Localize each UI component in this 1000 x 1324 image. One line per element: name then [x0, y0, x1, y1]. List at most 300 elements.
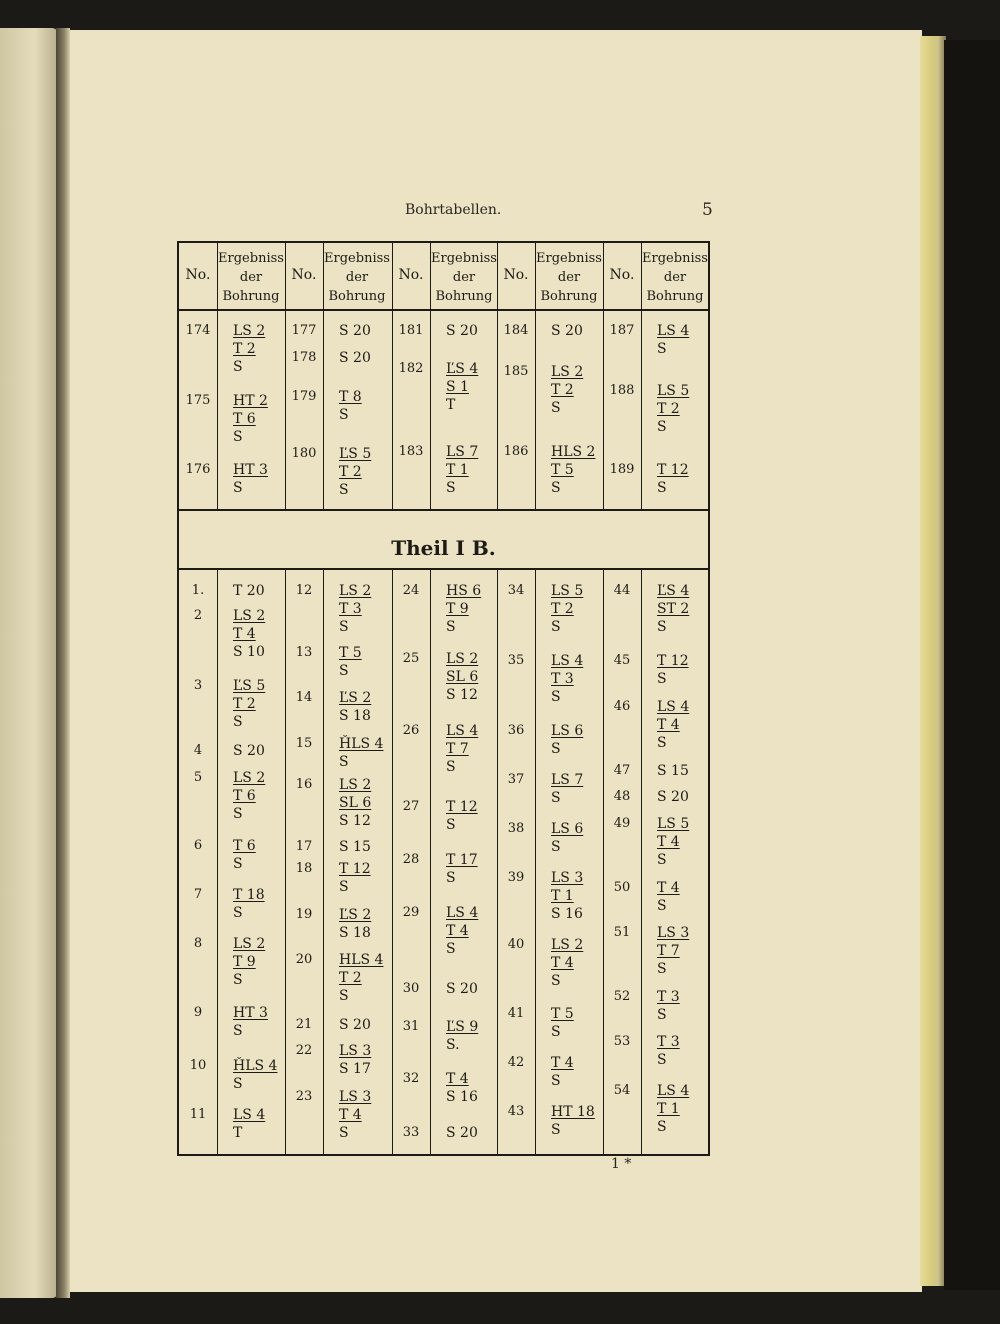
- bore-result: [551, 869, 583, 923]
- bore-number: 175: [185, 393, 211, 408]
- result-layer: ȞLS 4: [233, 1058, 278, 1074]
- result-layer: S 20: [446, 1125, 478, 1141]
- bore-result: [657, 1033, 680, 1069]
- result-layer: ĽS 2: [339, 907, 372, 923]
- bore-result: [551, 1103, 595, 1139]
- header-no: No.: [185, 267, 211, 283]
- header-no: No.: [609, 267, 635, 283]
- bore-number: 43: [507, 1104, 525, 1119]
- bore-number: 179: [291, 389, 317, 404]
- bore-number: 29: [402, 905, 420, 920]
- result-layer: T 5: [551, 462, 574, 478]
- bore-result: [233, 935, 265, 989]
- bore-result: [446, 360, 478, 414]
- bore-number: 45: [613, 653, 631, 668]
- bore-number: 21: [295, 1017, 313, 1032]
- result-layer: T 7: [657, 943, 680, 959]
- column-rule: [641, 568, 642, 1154]
- result-layer: S: [657, 480, 667, 496]
- header-result-line: Ergebniss: [431, 251, 497, 266]
- bore-result: [657, 461, 689, 497]
- result-layer: S 20: [446, 981, 478, 997]
- result-layer: S: [657, 419, 667, 435]
- bore-result: [657, 582, 689, 636]
- bore-result: [446, 722, 478, 776]
- page-number: 5: [702, 200, 713, 220]
- result-layer: LS 2: [233, 608, 266, 624]
- header-result-line: Ergebniss: [218, 251, 284, 266]
- result-layer: S: [233, 480, 243, 496]
- result-layer: T 4: [657, 717, 680, 733]
- bore-result: [339, 1088, 371, 1142]
- result-layer: S: [233, 429, 243, 445]
- result-layer: LS 5: [657, 816, 690, 832]
- bore-number: 42: [507, 1055, 525, 1070]
- bore-result: [551, 443, 595, 497]
- bore-result: [339, 860, 371, 896]
- bore-result: [657, 652, 689, 688]
- bore-number: 177: [291, 323, 317, 338]
- bore-result: [446, 322, 478, 340]
- bore-number: 187: [609, 323, 635, 338]
- result-layer: S: [446, 759, 456, 775]
- result-layer: S: [339, 407, 349, 423]
- header-result: [323, 249, 391, 306]
- bore-result: [233, 392, 268, 446]
- bore-result: [446, 443, 478, 497]
- result-layer: S: [339, 1125, 349, 1141]
- result-layer: S 20: [233, 743, 265, 759]
- bore-number: 182: [398, 361, 424, 376]
- result-layer: S: [657, 735, 667, 751]
- result-layer: T 9: [446, 601, 469, 617]
- result-layer: LS 4: [446, 905, 479, 921]
- result-layer: T 6: [233, 838, 256, 854]
- bore-result: [551, 363, 583, 417]
- result-layer: HT 3: [233, 1005, 268, 1021]
- bore-result: [339, 735, 383, 771]
- result-layer: T 18: [233, 887, 265, 903]
- page-block-edge: [920, 36, 946, 1286]
- bore-number: 35: [507, 653, 525, 668]
- bore-number: 36: [507, 723, 525, 738]
- bore-result: [339, 1016, 371, 1034]
- result-layer: HLS 2: [551, 444, 596, 460]
- result-layer: S: [233, 972, 243, 988]
- result-layer: T 1: [446, 462, 469, 478]
- header-result: [217, 249, 285, 306]
- bore-number: 181: [398, 323, 424, 338]
- result-layer: LS 3: [551, 870, 584, 886]
- bore-number: 5: [193, 770, 203, 785]
- header-result-line: der: [452, 270, 476, 285]
- result-layer: S: [551, 1122, 561, 1138]
- result-layer: S: [446, 480, 456, 496]
- bore-number: 46: [613, 699, 631, 714]
- result-layer: S: [551, 480, 561, 496]
- header-result-line: Bohrung: [328, 289, 386, 304]
- bore-result: [339, 582, 371, 636]
- header-result: [430, 249, 498, 306]
- result-layer: HT 18: [551, 1104, 595, 1120]
- result-layer: S: [551, 1024, 561, 1040]
- bore-result: [233, 461, 268, 497]
- result-layer: S: [233, 806, 243, 822]
- header-result-line: der: [239, 270, 263, 285]
- result-layer: S: [339, 754, 349, 770]
- bore-number: 186: [503, 444, 529, 459]
- result-layer: T 3: [657, 989, 680, 1005]
- bore-result: [233, 1004, 268, 1040]
- result-layer: ĽS 9: [446, 1019, 479, 1035]
- result-layer: SL 6: [339, 795, 372, 811]
- result-layer: LS 2: [339, 583, 372, 599]
- bore-result: [233, 886, 265, 922]
- bore-number: 1.: [191, 583, 205, 598]
- bore-number: 24: [402, 583, 420, 598]
- result-layer: T 2: [233, 341, 256, 357]
- bore-result: [551, 820, 583, 856]
- bore-number: 19: [295, 907, 313, 922]
- result-layer: S: [657, 1007, 667, 1023]
- result-layer: T 20: [233, 583, 265, 599]
- bore-number: 16: [295, 777, 313, 792]
- book-gutter: [56, 28, 70, 1298]
- bore-number: 25: [402, 651, 420, 666]
- bore-result: [551, 582, 583, 636]
- result-layer: S: [551, 839, 561, 855]
- result-layer: T 17: [446, 852, 478, 868]
- result-layer: LS 5: [657, 383, 690, 399]
- result-layer: S: [233, 1076, 243, 1092]
- bore-number: 14: [295, 690, 313, 705]
- bore-number: 41: [507, 1006, 525, 1021]
- bore-result: [233, 677, 265, 731]
- bore-result: [551, 936, 583, 990]
- header-result-line: Ergebniss: [536, 251, 602, 266]
- bore-number: 184: [503, 323, 529, 338]
- bore-result: [233, 837, 256, 873]
- result-layer: S: [233, 359, 243, 375]
- result-layer: S 15: [339, 839, 371, 855]
- result-layer: LS 4: [657, 1083, 690, 1099]
- bore-number: 32: [402, 1071, 420, 1086]
- result-layer: LS 6: [551, 723, 584, 739]
- bore-number: 17: [295, 839, 313, 854]
- result-layer: ȞLS 4: [339, 736, 384, 752]
- header-no: No.: [398, 267, 424, 283]
- bore-number: 49: [613, 816, 631, 831]
- header-result-line: Bohrung: [646, 289, 704, 304]
- result-layer: S: [233, 856, 243, 872]
- result-layer: S: [551, 741, 561, 757]
- bore-result: [657, 924, 689, 978]
- result-layer: LS 4: [551, 653, 584, 669]
- result-layer: ĽS 2: [339, 690, 372, 706]
- header-result-line: Bohrung: [540, 289, 598, 304]
- bore-result: [551, 1005, 574, 1041]
- bore-number: 47: [613, 763, 631, 778]
- bore-number: 30: [402, 981, 420, 996]
- result-layer: LS 7: [551, 772, 584, 788]
- bore-result: [233, 322, 265, 376]
- result-layer: S.: [446, 1037, 460, 1053]
- bore-number: 11: [189, 1107, 207, 1122]
- bore-number: 9: [193, 1005, 203, 1020]
- row-rule: [179, 568, 708, 570]
- bore-result: [446, 980, 478, 998]
- result-layer: S 16: [551, 906, 583, 922]
- result-layer: ĽS 4: [446, 361, 479, 377]
- result-layer: LS 5: [551, 583, 584, 599]
- result-layer: S: [339, 482, 349, 498]
- bore-result: [551, 771, 583, 807]
- bore-result: [233, 769, 265, 823]
- result-layer: S: [233, 714, 243, 730]
- bore-number: 26: [402, 723, 420, 738]
- bore-result: [446, 798, 478, 834]
- result-layer: LS 2: [551, 937, 584, 953]
- bore-result: [657, 762, 689, 780]
- result-layer: T 12: [657, 462, 689, 478]
- result-layer: S: [551, 619, 561, 635]
- result-layer: T 7: [446, 741, 469, 757]
- result-layer: S 20: [446, 323, 478, 339]
- result-layer: T 1: [657, 1101, 680, 1117]
- result-layer: LS 4: [446, 723, 479, 739]
- bore-result: [551, 652, 583, 706]
- header-result-line: Bohrung: [222, 289, 280, 304]
- result-layer: S: [551, 790, 561, 806]
- bore-result: [446, 851, 478, 887]
- book-binding: [944, 40, 1000, 1290]
- bore-number: 40: [507, 937, 525, 952]
- result-layer: T 2: [233, 696, 256, 712]
- result-layer: HT 2: [233, 393, 268, 409]
- result-layer: S: [446, 619, 456, 635]
- result-layer: S: [657, 1052, 667, 1068]
- result-layer: S: [657, 671, 667, 687]
- result-layer: T 12: [446, 799, 478, 815]
- header-result: [535, 249, 603, 306]
- result-layer: S: [339, 879, 349, 895]
- bore-number: 51: [613, 925, 631, 940]
- result-layer: S 20: [339, 323, 371, 339]
- bore-result: [339, 838, 371, 856]
- header-no: No.: [503, 267, 529, 283]
- result-layer: S: [233, 905, 243, 921]
- result-layer: T 4: [446, 1071, 469, 1087]
- row-rule: [179, 309, 708, 311]
- header-result-line: der: [663, 270, 687, 285]
- result-layer: T 4: [551, 955, 574, 971]
- result-layer: S 16: [446, 1089, 478, 1105]
- result-layer: S: [551, 400, 561, 416]
- bore-result: [233, 607, 265, 661]
- result-layer: S: [339, 988, 349, 1004]
- result-layer: T 12: [339, 861, 371, 877]
- column-rule: [430, 568, 431, 1154]
- result-layer: LS 4: [233, 1107, 266, 1123]
- result-layer: HS 6: [446, 583, 482, 599]
- bore-number: 185: [503, 364, 529, 379]
- facing-page-edge: [0, 28, 58, 1298]
- bore-number: 39: [507, 870, 525, 885]
- result-layer: T 1: [551, 888, 574, 904]
- result-layer: T 2: [551, 601, 574, 617]
- bore-number: 34: [507, 583, 525, 598]
- result-layer: S 17: [339, 1061, 371, 1077]
- header-result-line: Ergebniss: [324, 251, 390, 266]
- header-no: No.: [291, 267, 317, 283]
- drilling-results-table: [177, 241, 710, 1156]
- result-layer: T 6: [233, 411, 256, 427]
- result-layer: LS 4: [657, 699, 690, 715]
- result-layer: LS 2: [339, 777, 372, 793]
- result-layer: LS 4: [657, 323, 690, 339]
- bore-result: [657, 815, 689, 869]
- bore-number: 183: [398, 444, 424, 459]
- result-layer: T 3: [657, 1034, 680, 1050]
- result-layer: S 18: [339, 925, 371, 941]
- result-layer: LS 2: [233, 323, 266, 339]
- result-layer: S: [657, 341, 667, 357]
- result-layer: S: [657, 1119, 667, 1135]
- result-layer: S: [446, 870, 456, 886]
- result-layer: T 3: [551, 671, 574, 687]
- result-layer: LS 2: [233, 936, 266, 952]
- result-layer: T 5: [551, 1006, 574, 1022]
- result-layer: T 9: [233, 954, 256, 970]
- result-layer: ĽS 5: [233, 678, 266, 694]
- result-layer: LS 2: [233, 770, 266, 786]
- bore-number: 53: [613, 1034, 631, 1049]
- bore-result: [339, 644, 362, 680]
- result-layer: S: [446, 941, 456, 957]
- running-head: Bohrtabellen.: [405, 202, 502, 218]
- result-layer: LS 3: [339, 1089, 372, 1105]
- result-layer: S 12: [446, 687, 478, 703]
- bore-result: [657, 879, 680, 915]
- bore-result: [446, 582, 481, 636]
- bore-result: [233, 1057, 277, 1093]
- result-layer: S: [339, 619, 349, 635]
- result-layer: T 6: [233, 788, 256, 804]
- result-layer: S: [657, 619, 667, 635]
- result-layer: ST 2: [657, 601, 690, 617]
- result-layer: S: [233, 1023, 243, 1039]
- result-layer: S: [446, 817, 456, 833]
- bore-number: 178: [291, 350, 317, 365]
- result-layer: T: [446, 397, 456, 413]
- column-rule: [217, 568, 218, 1154]
- result-layer: S 20: [339, 1017, 371, 1033]
- bore-number: 8: [193, 936, 203, 951]
- bore-result: [446, 1018, 478, 1054]
- header-result-line: der: [345, 270, 369, 285]
- result-layer: S 20: [339, 350, 371, 366]
- result-layer: T 4: [339, 1107, 362, 1123]
- result-layer: LS 2: [551, 364, 584, 380]
- result-layer: S: [551, 973, 561, 989]
- bore-number: 12: [295, 583, 313, 598]
- result-layer: S: [657, 852, 667, 868]
- bore-result: [657, 322, 689, 358]
- bore-number: 7: [193, 887, 203, 902]
- result-layer: T 2: [339, 970, 362, 986]
- bore-number: 2: [193, 608, 203, 623]
- bore-number: 4: [193, 743, 203, 758]
- bore-result: [446, 904, 478, 958]
- bore-result: [339, 1042, 371, 1078]
- column-rule: [323, 568, 324, 1154]
- result-layer: SL 6: [446, 669, 479, 685]
- bore-number: 188: [609, 383, 635, 398]
- signature-mark: 1 *: [611, 1156, 632, 1172]
- result-layer: LS 6: [551, 821, 584, 837]
- bore-number: 13: [295, 645, 313, 660]
- result-layer: S 15: [657, 763, 689, 779]
- result-layer: T 2: [339, 464, 362, 480]
- header-result-line: Bohrung: [435, 289, 493, 304]
- bore-result: [339, 951, 383, 1005]
- result-layer: S 1: [446, 379, 469, 395]
- bore-result: [339, 322, 371, 340]
- bore-number: 10: [189, 1058, 207, 1073]
- bore-result: [339, 349, 371, 367]
- bore-number: 52: [613, 989, 631, 1004]
- result-layer: S 20: [657, 789, 689, 805]
- header-result-line: der: [557, 270, 581, 285]
- result-layer: LS 2: [446, 651, 479, 667]
- bore-result: [233, 1106, 265, 1142]
- result-layer: LS 3: [339, 1043, 372, 1059]
- result-layer: T 2: [657, 401, 680, 417]
- bore-result: [233, 582, 265, 600]
- result-layer: S: [339, 663, 349, 679]
- result-layer: HLS 4: [339, 952, 384, 968]
- bore-result: [339, 388, 362, 424]
- bore-number: 50: [613, 880, 631, 895]
- bore-result: [339, 776, 371, 830]
- bore-result: [446, 1124, 478, 1142]
- result-layer: LS 3: [657, 925, 690, 941]
- bore-result: [233, 742, 265, 760]
- bore-number: 20: [295, 952, 313, 967]
- result-layer: T 3: [339, 601, 362, 617]
- bore-number: 48: [613, 789, 631, 804]
- result-layer: T 4: [551, 1055, 574, 1071]
- bore-number: 54: [613, 1083, 631, 1098]
- bore-number: 38: [507, 821, 525, 836]
- result-layer: T 5: [339, 645, 362, 661]
- bore-result: [446, 1070, 478, 1106]
- header-result: [641, 249, 709, 306]
- result-layer: T 2: [551, 382, 574, 398]
- bore-number: 180: [291, 446, 317, 461]
- result-layer: T 8: [339, 389, 362, 405]
- bore-number: 15: [295, 736, 313, 751]
- bore-number: 189: [609, 462, 635, 477]
- section-title: Theil I B.: [391, 536, 496, 560]
- result-layer: S: [657, 961, 667, 977]
- bore-result: [339, 689, 371, 725]
- result-layer: T 12: [657, 653, 689, 669]
- result-layer: S 20: [551, 323, 583, 339]
- bore-number: 23: [295, 1089, 313, 1104]
- bore-number: 174: [185, 323, 211, 338]
- bore-result: [657, 988, 680, 1024]
